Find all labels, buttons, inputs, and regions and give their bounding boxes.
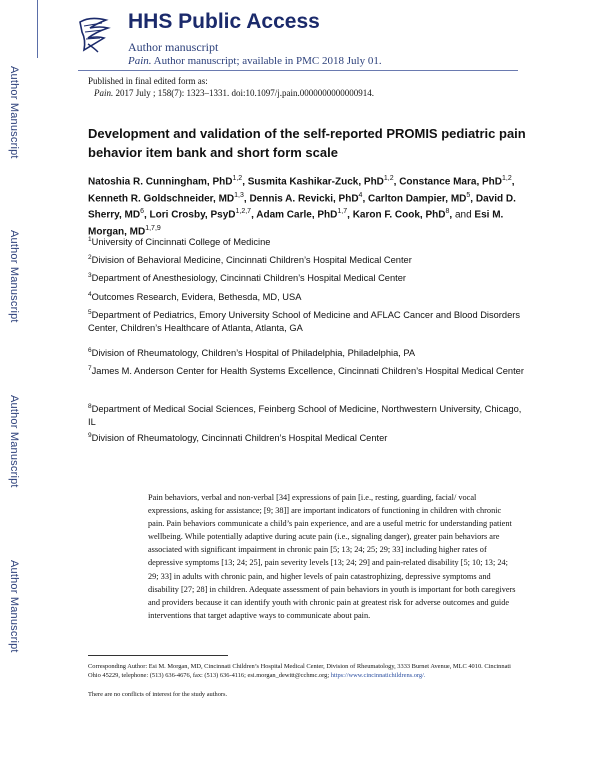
- author-name: Dennis A. Revicki, PhD: [249, 192, 359, 204]
- affiliation-number: 5: [88, 309, 92, 316]
- author-name: Lori Crosby, PsyD: [149, 209, 236, 221]
- author-name: Esi M. Morgan, MD: [88, 209, 504, 237]
- affiliation-text: Division of Rheumatology, Cincinnati Children’s Hospital Medical Center: [91, 433, 388, 444]
- author-name: Karon F. Cook, PhD: [352, 209, 446, 221]
- affiliation-item: [88, 306, 528, 335]
- hhs-eagle-logo-icon: [76, 14, 112, 54]
- availability-text: Author manuscript; available in PMC 2018 July 01.: [151, 55, 382, 67]
- affiliation-number: 6: [88, 347, 92, 354]
- institution-link[interactable]: https://www.cincinnatichildrens.org/.: [330, 672, 426, 680]
- author-affiliation-marker: 1,2: [383, 175, 394, 182]
- affiliation-text: Department of Pediatrics, Emory University School of Medicine and AFLAC Cancer and Blood Disorders Center, Children’s Healthcare of Atlanta, Atlanta, GA: [88, 310, 520, 334]
- author-name: Kenneth R. Goldschneider, MD: [88, 192, 235, 204]
- author-name: Adam Carle, PhD: [256, 209, 338, 221]
- affiliation-text: Department of Anesthesiology, Cincinnati Children’s Hospital Medical Center: [91, 273, 406, 284]
- affiliation-text: Division of Behavioral Medicine, Cincinnati Children’s Hospital Medical Center: [91, 255, 412, 266]
- author-name: Constance Mara, PhD: [399, 176, 503, 188]
- author-name: Susmita Kashikar-Zuck, PhD: [247, 176, 384, 188]
- affiliation-number: 3: [88, 272, 92, 279]
- author-affiliation-marker: 5: [466, 191, 471, 199]
- footnote-rule: [88, 655, 228, 656]
- author-affiliation-marker: 1,2: [232, 175, 243, 182]
- article-title: Development and validation of the self-reported PROMIS pediatric pain behavior item bank and short form scale: [88, 126, 526, 160]
- affiliation-text: Division of Rheumatology, Children’s Hospital of Philadelphia, Philadelphia, PA: [91, 348, 416, 359]
- author-affiliation-marker: 1,2: [502, 175, 512, 182]
- author-affiliation-marker: 1,2,7: [235, 208, 252, 216]
- affiliation-text: Outcomes Research, Evidera, Bethesda, MD, USA: [91, 292, 302, 303]
- author-name: Natoshia R. Cunningham, PhD: [88, 176, 233, 188]
- affiliation-number: 1: [88, 236, 92, 243]
- citation-journal: Pain.: [94, 88, 114, 98]
- affiliation-item: [88, 344, 528, 360]
- corresponding-text: Corresponding Author: Esi M. Morgan, MD, Cincinnati Children’s Hospital Medical Center, Division of Rheumatology, 3333 Burnet Avenue, MLC 4010. Cincinnati Ohio 45229, telephone: (513) 636-4676, fax: (513) 636-4116; esi.morgan_dewitt@cchmc.org;: [88, 663, 511, 680]
- affiliation-item: [88, 233, 528, 249]
- sidebar-label-author-manuscript-4: Author Manuscript: [8, 560, 20, 653]
- author-manuscript-subtitle: Author manuscript: [128, 40, 219, 54]
- author-name: Carlton Dampier, MD: [368, 192, 467, 204]
- affiliation-number: 2: [88, 254, 92, 261]
- journal-name: Pain.: [128, 55, 152, 67]
- affiliation-item: [88, 251, 528, 267]
- author-affiliation-marker: 1,7: [337, 208, 348, 216]
- affiliation-text: University of Cincinnati College of Medicine: [91, 237, 271, 248]
- affiliation-item: [88, 429, 528, 445]
- author-affiliation-marker: 8: [445, 208, 450, 216]
- header-rule: [78, 70, 518, 71]
- affiliation-text: James M. Anderson Center for Health Systems Excellence, Cincinnati Children’s Hospital Medical Center: [91, 366, 524, 377]
- affiliation-number: 7: [88, 365, 92, 372]
- author-affiliation-marker: 1,3: [234, 191, 244, 199]
- header-divider-line: [37, 0, 38, 58]
- sidebar-label-author-manuscript-2: Author Manuscript: [8, 230, 20, 323]
- author-affiliation-marker: 1,7,9: [145, 224, 161, 232]
- affiliation-number: 8: [88, 403, 92, 410]
- availability-line: [128, 55, 382, 67]
- affiliation-number: 9: [88, 432, 92, 439]
- corresponding-author-note: [88, 662, 518, 681]
- author-list: Natoshia R. Cunningham, PhD$^{1,2}$, Susmita Kashikar-Zuck, PhD$^{1,2}$, Constance Mara, PhD$^{1,2}$, Kenneth R. Goldschneider, MD$^{1,3}$, Dennis A. Revicki, PhD$^4$, Carlton Dampier, $MD^5$, David D. Sherry, $MD^6$, Lori Crosby, PsyD$^{1,2,7}$, Adam Carle, PhD$^{1,7}$, Karon F. Cook, PhD$^8$, and Esi M. Morgan, MD$^{1,7,9}$: [88, 175, 516, 237]
- author-conjunction: and: [454, 209, 472, 221]
- affiliation-item: [88, 362, 528, 378]
- citation-line: [94, 88, 374, 98]
- affiliation-text: Department of Medical Social Sciences, Feinberg School of Medicine, Northwestern University, Chicago, IL: [88, 404, 522, 428]
- citation-text: 2017 July ; 158(7): 1323–1331. doi:10.1097/j.pain.0000000000000914.: [113, 88, 374, 98]
- affiliation-item: [88, 288, 528, 304]
- author-affiliation-marker: 6: [140, 208, 144, 216]
- abstract-paragraph: Pain behaviors, verbal and non-verbal [34] expressions of pain [i.e., resting, guarding, facial/ vocal expressions, asking for assistance; [9; 38]] are important indicators of functioning in children with chronic pain. Pain behaviors communicate a child’s pain experience, and are a useful metric for understanding patient wellbeing. While potentially adaptive during acute pain (i.e., signaling danger), greater pain behaviors are associated with significant impairment in chronic pain [5; 13; 24; 25; 29; 33] including higher rates of depressive symptoms [13; 24; 25], pain severity levels [13; 24; 29] and pain-related disability [5; 10; 13; 24; 29; 33] in adults with chronic pain, and higher levels of pain catastrophizing, depressive symptoms and disability [27; 28] in children. Adequate assessment of pain behaviors in youth is important for both caregivers and providers because it can identify youth with chronic pain at greatest risk for adverse outcomes and guide interventions that target adaptive ways to communicate about pain.: [148, 493, 516, 620]
- author-affiliation-marker: 4: [358, 191, 363, 199]
- hhs-public-access-title: HHS Public Access: [128, 10, 320, 33]
- affiliation-item: [88, 400, 528, 429]
- sidebar-label-author-manuscript-3: Author Manuscript: [8, 395, 20, 488]
- conflict-of-interest-note: There are no conflicts of interest for the study authors.: [88, 691, 228, 698]
- author-name: David D. Sherry, MD: [88, 192, 516, 221]
- published-in-label: Published in final edited form as:: [88, 76, 208, 86]
- affiliation-item: [88, 269, 528, 285]
- sidebar-label-author-manuscript-1: Author Manuscript: [8, 66, 20, 159]
- affiliation-number: 4: [88, 291, 92, 298]
